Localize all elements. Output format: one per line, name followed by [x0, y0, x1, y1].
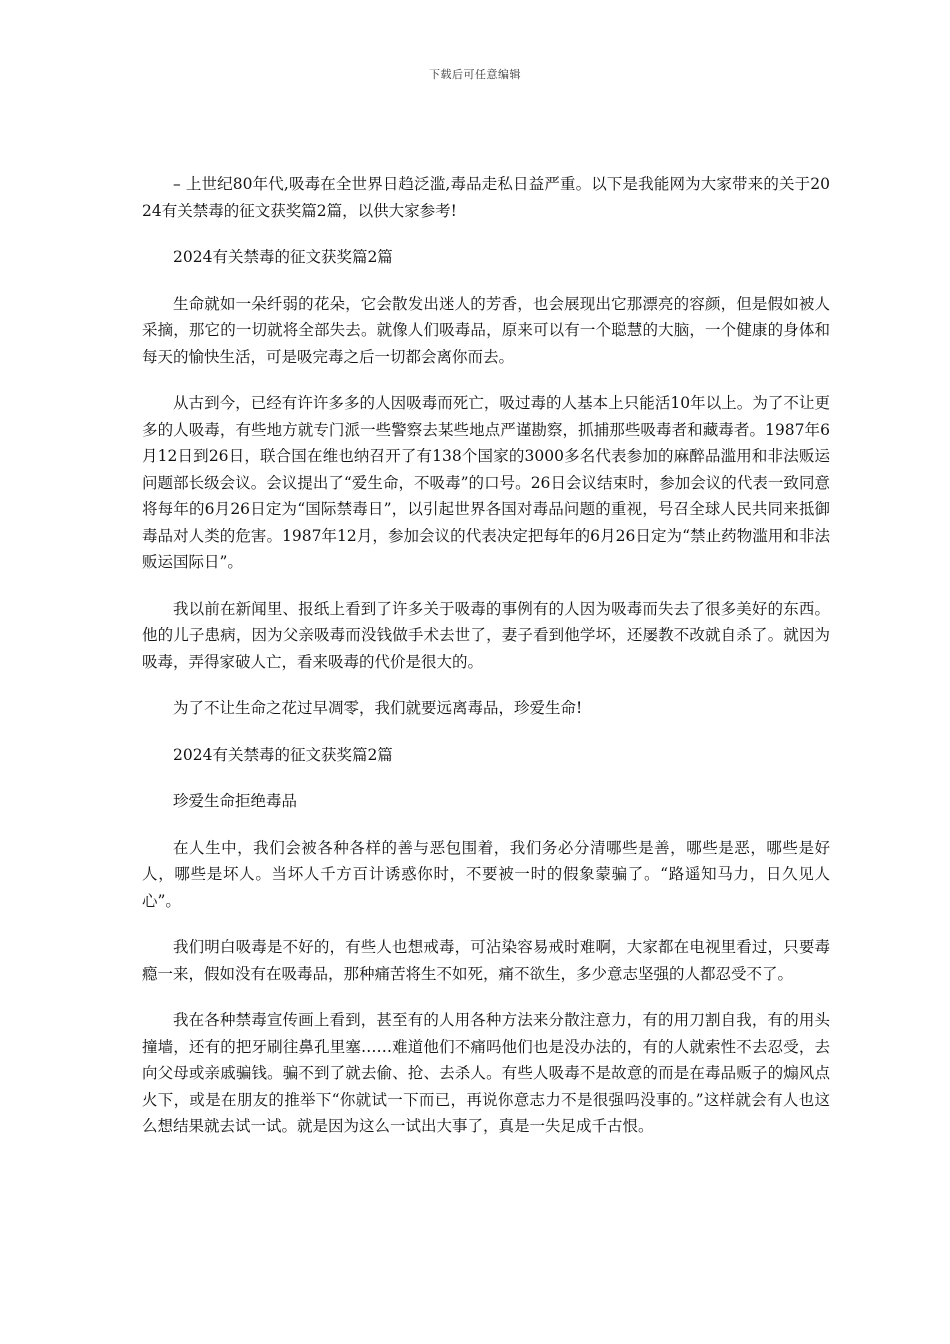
body-paragraph: 在人生中，我们会被各种各样的善与恶包围着，我们务必分清哪些是善，哪些是恶，哪些是好人，哪些是坏人。当坏人千方百计诱惑你时，不要被一时的假象蒙骗了。“路遥知马力，日久见人心”。 — [142, 838, 830, 910]
section-heading: 2024有关禁毒的征文获奖篇2篇 — [173, 248, 393, 266]
body-paragraph: 从古到今，已经有许许多多的人因吸毒而死亡，吸过毒的人基本上只能活10年以上。为了不让更多的人吸毒，有些地方就专门派一些警察去某些地点严谨勘察，抓捕那些吸毒者和藏毒者。1987年6月12日到26日，联合国在维也纳召开了有138个国家的3000多名代表参加的麻醉品滥用和非法贩运问题部长级会议。会议提出了“爱生命，不吸毒”的口号。26日会议结束时，参加会议的代表一致同意将每年的6月26日定为“国际禁毒日”，以引起世界各国对毒品问题的重视，号召全球人民共同来抵御毒品对人类的危害。1987年12月，参加会议的代表决定把每年的6月26日定为“禁止药物滥用和非法贩运国际日”。 — [142, 394, 830, 571]
body-paragraph: 为了不让生命之花过早凋零，我们就要远离毒品，珍爱生命! — [173, 699, 583, 717]
intro-paragraph: – 上世纪80年代,吸毒在全世界日趋泛滥,毒品走私日益严重。以下是我能网为大家带来的关于2024有关禁毒的征文获奖篇2篇，以供大家参考! — [142, 175, 830, 220]
body-paragraph: 我以前在新闻里、报纸上看到了许多关于吸毒的事例有的人因为吸毒而失去了很多美好的东西。他的儿子患病，因为父亲吸毒而没钱做手术去世了，妻子看到他学坏，还屡教不改就自杀了。就因为吸毒，弄得家破人亡，看来吸毒的代价是很大的。 — [142, 599, 830, 671]
body-paragraph: 生命就如一朵纤弱的花朵，它会散发出迷人的芳香，也会展现出它那漂亮的容颜，但是假如被人采摘，那它的一切就将全部失去。就像人们吸毒品，原来可以有一个聪慧的大脑，一个健康的身体和每天的愉快生活，可是吸完毒之后一切都会离你而去。 — [142, 294, 830, 366]
document-body — [142, 171, 830, 1160]
body-paragraph: 我在各种禁毒宣传画上看到，甚至有的人用各种方法来分散注意力，有的用刀割自我，有的用头撞墙，还有的把牙刷往鼻孔里塞……难道他们不痛吗他们也是没办法的，有的人就索性不去忍受，去向父母或亲戚骗钱。骗不到了就去偷、抢、去杀人。有些人吸毒不是故意的而是在毒品贩子的煽风点火下，或是在朋友的推举下“你就试一下而已，再说你意志力不是很强吗没事的。”这样就会有人也这么想结果就去试一试。就是因为这么一试出大事了，真是一失足成千古恨。 — [142, 1011, 830, 1135]
section-heading: 2024有关禁毒的征文获奖篇2篇 — [173, 745, 393, 764]
essay-title: 珍爱生命拒绝毒品 — [173, 792, 298, 810]
body-paragraph: 我们明白吸毒是不好的，有些人也想戒毒，可沾染容易戒时难啊，大家都在电视里看过，只要毒瘾一来，假如没有在吸毒品，那种痛苦将生不如死，痛不欲生，多少意志坚强的人都忍受不了。 — [142, 938, 830, 983]
page-header: 下载后可任意编辑 — [429, 68, 521, 81]
